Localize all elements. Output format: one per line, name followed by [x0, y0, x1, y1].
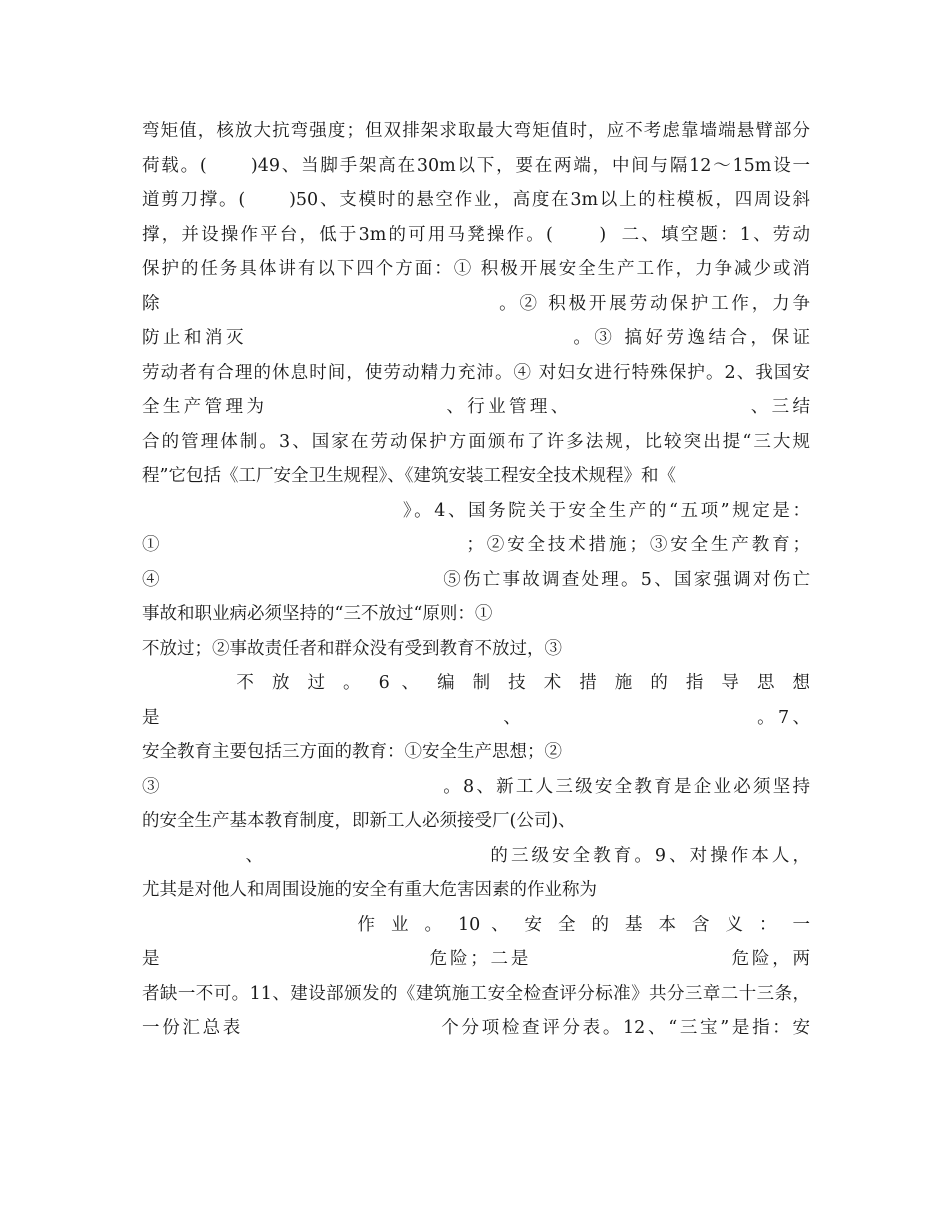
text-line: 保护的任务具体讲有以下四个方面：① 积极开展安全生产工作，力争减少或消: [142, 259, 810, 279]
text-line: 是 、 。7、: [142, 707, 810, 728]
text-line: 安全教育主要包括三方面的教育：①安全生产思想；②: [142, 742, 562, 762]
text-line: 除 。② 积极开展劳动保护工作，力争: [142, 293, 810, 314]
text-line: 合的管理体制。3、国家在劳动保护方面颁布了许多法规，比较突出提“三大规: [142, 431, 810, 452]
text-line: 尤其是对他人和周围设施的安全有重大危害因素的作业称为: [142, 880, 597, 900]
text-line: 的安全生产基本教育制度，即新工人必须接受厂(公司)、: [142, 811, 576, 831]
text-line: ① ；②安全技术措施；③安全生产教育；: [142, 535, 810, 555]
text-line: 一份汇总表 个分项检查评分表。12、“三宝”是指：安: [142, 1018, 810, 1038]
text-line: 荷载。( )49、当脚手架高在30m以下，要在两端，中间与隔12～15m设一: [142, 155, 810, 176]
text-line: ④ ⑤伤亡事故调查处理。5、国家强调对伤亡: [142, 569, 810, 590]
text-line: 程”它包括《工厂安全卫生规程》、《建筑安装工程安全技术规程》和《: [142, 466, 676, 486]
text-line: 不 放 过 。 6 、 编 制 技 术 措 施 的 指 导 思 想: [142, 673, 810, 693]
text-line: 防止和消灭 。③ 搞好劳逸结合，保证: [142, 328, 810, 348]
text-line: 、 的三级安全教育。9、对操作本人，: [142, 845, 810, 866]
text-line: 道剪刀撑。( )50、支模时的悬空作业，高度在3m以上的柱模板，四周设斜: [142, 190, 810, 210]
text-line: 是 危险；二是 危险，两: [142, 949, 810, 969]
text-line: 者缺一不可。11、建设部颁发的《建筑施工安全检查评分标准》共分三章二十三条，: [142, 983, 810, 1004]
text-line: 》。4、国务院关于安全生产的“五项”规定是：: [142, 500, 810, 521]
text-line: 事故和职业病必须坚持的“三不放过“原则：①: [142, 604, 493, 624]
text-line: 劳动者有合理的休息时间，使劳动精力充沛。④ 对妇女进行特殊保护。2、我国安: [142, 362, 810, 383]
text-line: 全生产管理为 、行业管理、 、三结: [142, 397, 810, 417]
text-line: 弯矩值，核放大抗弯强度；但双排架求取最大弯矩值时，应不考虑靠墙端悬臂部分: [142, 121, 810, 141]
text-line: 撑，并设操作平台，低于3m的可用马凳操作。( ) 二、填空题：1、劳动: [142, 224, 810, 245]
text-line: 不放过；②事故责任者和群众没有受到教育不放过，③: [142, 638, 562, 659]
text-line: 作 业 。 10 、 安 全 的 基 本 含 义 ： 一: [142, 914, 810, 935]
document-body: [142, 114, 810, 1046]
text-line: ③ 。8、新工人三级安全教育是企业必须坚持: [142, 776, 810, 797]
